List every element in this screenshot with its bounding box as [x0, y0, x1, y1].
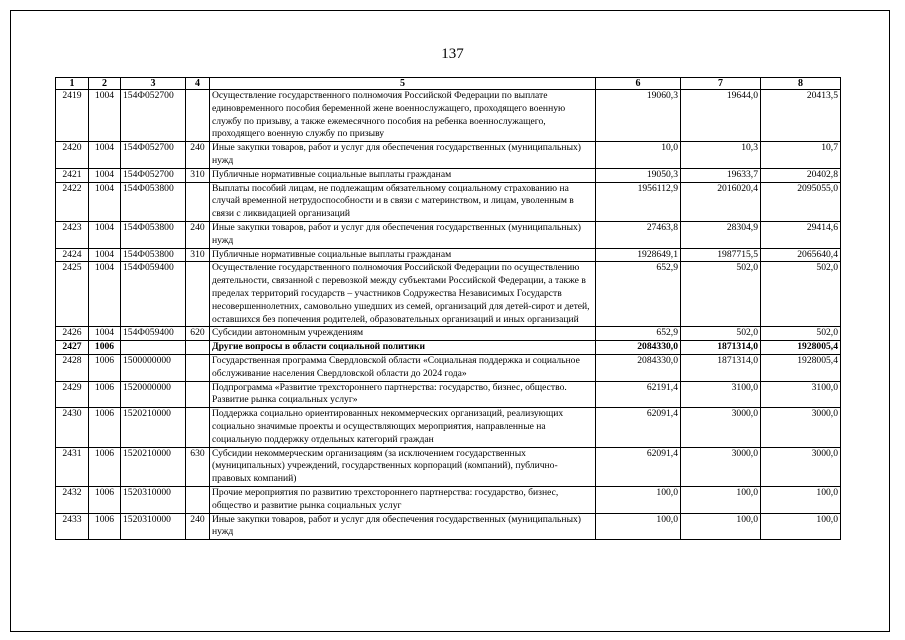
amount-col7-cell: 502,0: [681, 262, 761, 327]
amount-col7-cell: 28304,9: [681, 221, 761, 248]
row-number-cell: 2431: [56, 447, 89, 486]
col-header: 6: [596, 78, 681, 90]
target-article-cell: 1520310000: [121, 513, 186, 540]
table-row: [56, 341, 841, 355]
table-row: [56, 486, 841, 513]
expense-type-cell: 620: [186, 327, 210, 341]
section-code-cell: 1006: [89, 513, 121, 540]
table-body: [56, 90, 841, 540]
expense-type-cell: [186, 262, 210, 327]
col-header: 8: [761, 78, 841, 90]
target-article-cell: 154Ф052700: [121, 168, 186, 182]
target-article-cell: 1520210000: [121, 408, 186, 447]
expense-type-cell: [186, 341, 210, 355]
amount-col6-cell: 27463,8: [596, 221, 681, 248]
item-name-cell: Осуществление государственного полномочия Российской Федерации по осуществлению деятельности, связанной с перевозкой между субъектами Российской Федерации, а также в пределах территорий государств – участников Содружества Независимых Государств несовершеннолетних, самовольно ушедших из семей, организаций для детей-сирот и детей, оставшихся без попечения родителей, образовательных организаций и иных организаций: [210, 262, 596, 327]
target-article-cell: 154Ф053800: [121, 182, 186, 221]
section-code-cell: 1006: [89, 447, 121, 486]
amount-col7-cell: 1871314,0: [681, 341, 761, 355]
amount-col7-cell: 2016020,4: [681, 182, 761, 221]
section-code-cell: 1004: [89, 221, 121, 248]
table-row: [56, 408, 841, 447]
item-name-cell: Иные закупки товаров, работ и услуг для обеспечения государственных (муниципальных) нужд: [210, 513, 596, 540]
expense-type-cell: [186, 354, 210, 381]
amount-col8-cell: 3100,0: [761, 381, 841, 408]
row-number-cell: 2433: [56, 513, 89, 540]
table-row: [56, 221, 841, 248]
table-row: [56, 142, 841, 169]
expense-type-cell: 240: [186, 513, 210, 540]
amount-col6-cell: 1956112,9: [596, 182, 681, 221]
amount-col8-cell: 1928005,4: [761, 354, 841, 381]
expense-type-cell: 240: [186, 142, 210, 169]
row-number-cell: 2420: [56, 142, 89, 169]
amount-col6-cell: 19060,3: [596, 90, 681, 142]
row-number-cell: 2424: [56, 248, 89, 262]
col-header: 2: [89, 78, 121, 90]
amount-col8-cell: 2065640,4: [761, 248, 841, 262]
amount-col7-cell: 3100,0: [681, 381, 761, 408]
item-name-cell: Выплаты пособий лицам, не подлежащим обязательному социальному страхованию на случай временной нетрудоспособности и в связи с материнством, и лицам, уволенным в связи с ликвидацией организаций: [210, 182, 596, 221]
section-code-cell: 1006: [89, 354, 121, 381]
amount-col6-cell: 2084330,0: [596, 341, 681, 355]
amount-col6-cell: 10,0: [596, 142, 681, 169]
expense-type-cell: [186, 408, 210, 447]
amount-col8-cell: 10,7: [761, 142, 841, 169]
target-article-cell: 154Ф052700: [121, 142, 186, 169]
row-number-cell: 2425: [56, 262, 89, 327]
amount-col8-cell: 2095055,0: [761, 182, 841, 221]
table-row: [56, 248, 841, 262]
col-header: 7: [681, 78, 761, 90]
amount-col8-cell: 20413,5: [761, 90, 841, 142]
section-code-cell: 1006: [89, 341, 121, 355]
header-row: [56, 78, 841, 90]
amount-col8-cell: 20402,8: [761, 168, 841, 182]
expense-type-cell: [186, 486, 210, 513]
col-header: 4: [186, 78, 210, 90]
section-code-cell: 1004: [89, 262, 121, 327]
table-row: [56, 327, 841, 341]
target-article-cell: 154Ф059400: [121, 262, 186, 327]
row-number-cell: 2432: [56, 486, 89, 513]
expense-type-cell: 310: [186, 248, 210, 262]
amount-col8-cell: 502,0: [761, 327, 841, 341]
table-row: [56, 513, 841, 540]
amount-col6-cell: 62191,4: [596, 381, 681, 408]
amount-col7-cell: 19633,7: [681, 168, 761, 182]
page-number: 137: [441, 46, 464, 62]
amount-col6-cell: 652,9: [596, 327, 681, 341]
target-article-cell: 154Ф053800: [121, 221, 186, 248]
section-code-cell: 1004: [89, 327, 121, 341]
section-code-cell: 1004: [89, 142, 121, 169]
section-code-cell: 1004: [89, 90, 121, 142]
amount-col6-cell: 2084330,0: [596, 354, 681, 381]
amount-col6-cell: 100,0: [596, 486, 681, 513]
amount-col6-cell: 62091,4: [596, 408, 681, 447]
target-article-cell: 154Ф052700: [121, 90, 186, 142]
amount-col6-cell: 62091,4: [596, 447, 681, 486]
amount-col8-cell: 1928005,4: [761, 341, 841, 355]
amount-col8-cell: 100,0: [761, 486, 841, 513]
target-article-cell: 1520210000: [121, 447, 186, 486]
item-name-cell: Осуществление государственного полномочия Российской Федерации по выплате единовременного пособия беременной жене военнослужащего, проходящего военную службу по призыву, а также ежемесячного пособия на ребенка военнослужащего, проходящего военную службу по призыву: [210, 90, 596, 142]
amount-col8-cell: 29414,6: [761, 221, 841, 248]
target-article-cell: 1520000000: [121, 381, 186, 408]
item-name-cell: Публичные нормативные социальные выплаты гражданам: [210, 168, 596, 182]
target-article-cell: 154Ф059400: [121, 327, 186, 341]
section-code-cell: 1004: [89, 248, 121, 262]
item-name-cell: Субсидии автономным учреждениям: [210, 327, 596, 341]
budget-table: [55, 77, 841, 540]
table-row: [56, 168, 841, 182]
amount-col6-cell: 652,9: [596, 262, 681, 327]
amount-col7-cell: 100,0: [681, 486, 761, 513]
row-number-cell: 2419: [56, 90, 89, 142]
amount-col7-cell: 3000,0: [681, 447, 761, 486]
section-code-cell: 1006: [89, 381, 121, 408]
amount-col7-cell: 19644,0: [681, 90, 761, 142]
target-article-cell: 1520310000: [121, 486, 186, 513]
amount-col8-cell: 3000,0: [761, 408, 841, 447]
item-name-cell: Иные закупки товаров, работ и услуг для обеспечения государственных (муниципальных) нужд: [210, 142, 596, 169]
expense-type-cell: 240: [186, 221, 210, 248]
col-header: 3: [121, 78, 186, 90]
amount-col6-cell: 100,0: [596, 513, 681, 540]
row-number-cell: 2422: [56, 182, 89, 221]
target-article-cell: [121, 341, 186, 355]
expense-type-cell: 310: [186, 168, 210, 182]
amount-col6-cell: 19050,3: [596, 168, 681, 182]
item-name-cell: Субсидии некоммерческим организациям (за исключением государственных (муниципальных) учреждений, государственных корпораций (компаний), публично-правовых компаний): [210, 447, 596, 486]
table-row: [56, 381, 841, 408]
expense-type-cell: [186, 90, 210, 142]
table-row: [56, 447, 841, 486]
section-code-cell: 1006: [89, 408, 121, 447]
row-number-cell: 2427: [56, 341, 89, 355]
expense-type-cell: 630: [186, 447, 210, 486]
row-number-cell: 2430: [56, 408, 89, 447]
table-row: [56, 182, 841, 221]
row-number-cell: 2426: [56, 327, 89, 341]
table-row: [56, 262, 841, 327]
amount-col7-cell: 1987715,5: [681, 248, 761, 262]
item-name-cell: Государственная программа Свердловской области «Социальная поддержка и социальное обслуживание населения Свердловской области до 2024 года»: [210, 354, 596, 381]
amount-col8-cell: 3000,0: [761, 447, 841, 486]
section-code-cell: 1006: [89, 486, 121, 513]
section-code-cell: 1004: [89, 182, 121, 221]
item-name-cell: Публичные нормативные социальные выплаты гражданам: [210, 248, 596, 262]
row-number-cell: 2428: [56, 354, 89, 381]
row-number-cell: 2423: [56, 221, 89, 248]
amount-col7-cell: 3000,0: [681, 408, 761, 447]
row-number-cell: 2429: [56, 381, 89, 408]
table-row: [56, 354, 841, 381]
amount-col7-cell: 100,0: [681, 513, 761, 540]
expense-type-cell: [186, 381, 210, 408]
item-name-cell: Другие вопросы в области социальной политики: [210, 341, 596, 355]
expense-type-cell: [186, 182, 210, 221]
amount-col6-cell: 1928649,1: [596, 248, 681, 262]
target-article-cell: 1500000000: [121, 354, 186, 381]
amount-col7-cell: 1871314,0: [681, 354, 761, 381]
col-header: 1: [56, 78, 89, 90]
item-name-cell: Иные закупки товаров, работ и услуг для обеспечения государственных (муниципальных) нужд: [210, 221, 596, 248]
item-name-cell: Прочие мероприятия по развитию трехстороннего партнерства: государство, бизнес, общество и развитие рынка социальных услуг: [210, 486, 596, 513]
amount-col8-cell: 502,0: [761, 262, 841, 327]
target-article-cell: 154Ф053800: [121, 248, 186, 262]
item-name-cell: Поддержка социально ориентированных некоммерческих организаций, реализующих социально значимые проекты и осуществляющих мероприятия, направленные на социальную поддержку отдельных категорий граждан: [210, 408, 596, 447]
section-code-cell: 1004: [89, 168, 121, 182]
item-name-cell: Подпрограмма «Развитие трехстороннего партнерства: государство, бизнес, общество. Развитие рынка социальных услуг»: [210, 381, 596, 408]
amount-col7-cell: 502,0: [681, 327, 761, 341]
amount-col8-cell: 100,0: [761, 513, 841, 540]
table-row: [56, 90, 841, 142]
col-header: 5: [210, 78, 596, 90]
amount-col7-cell: 10,3: [681, 142, 761, 169]
row-number-cell: 2421: [56, 168, 89, 182]
